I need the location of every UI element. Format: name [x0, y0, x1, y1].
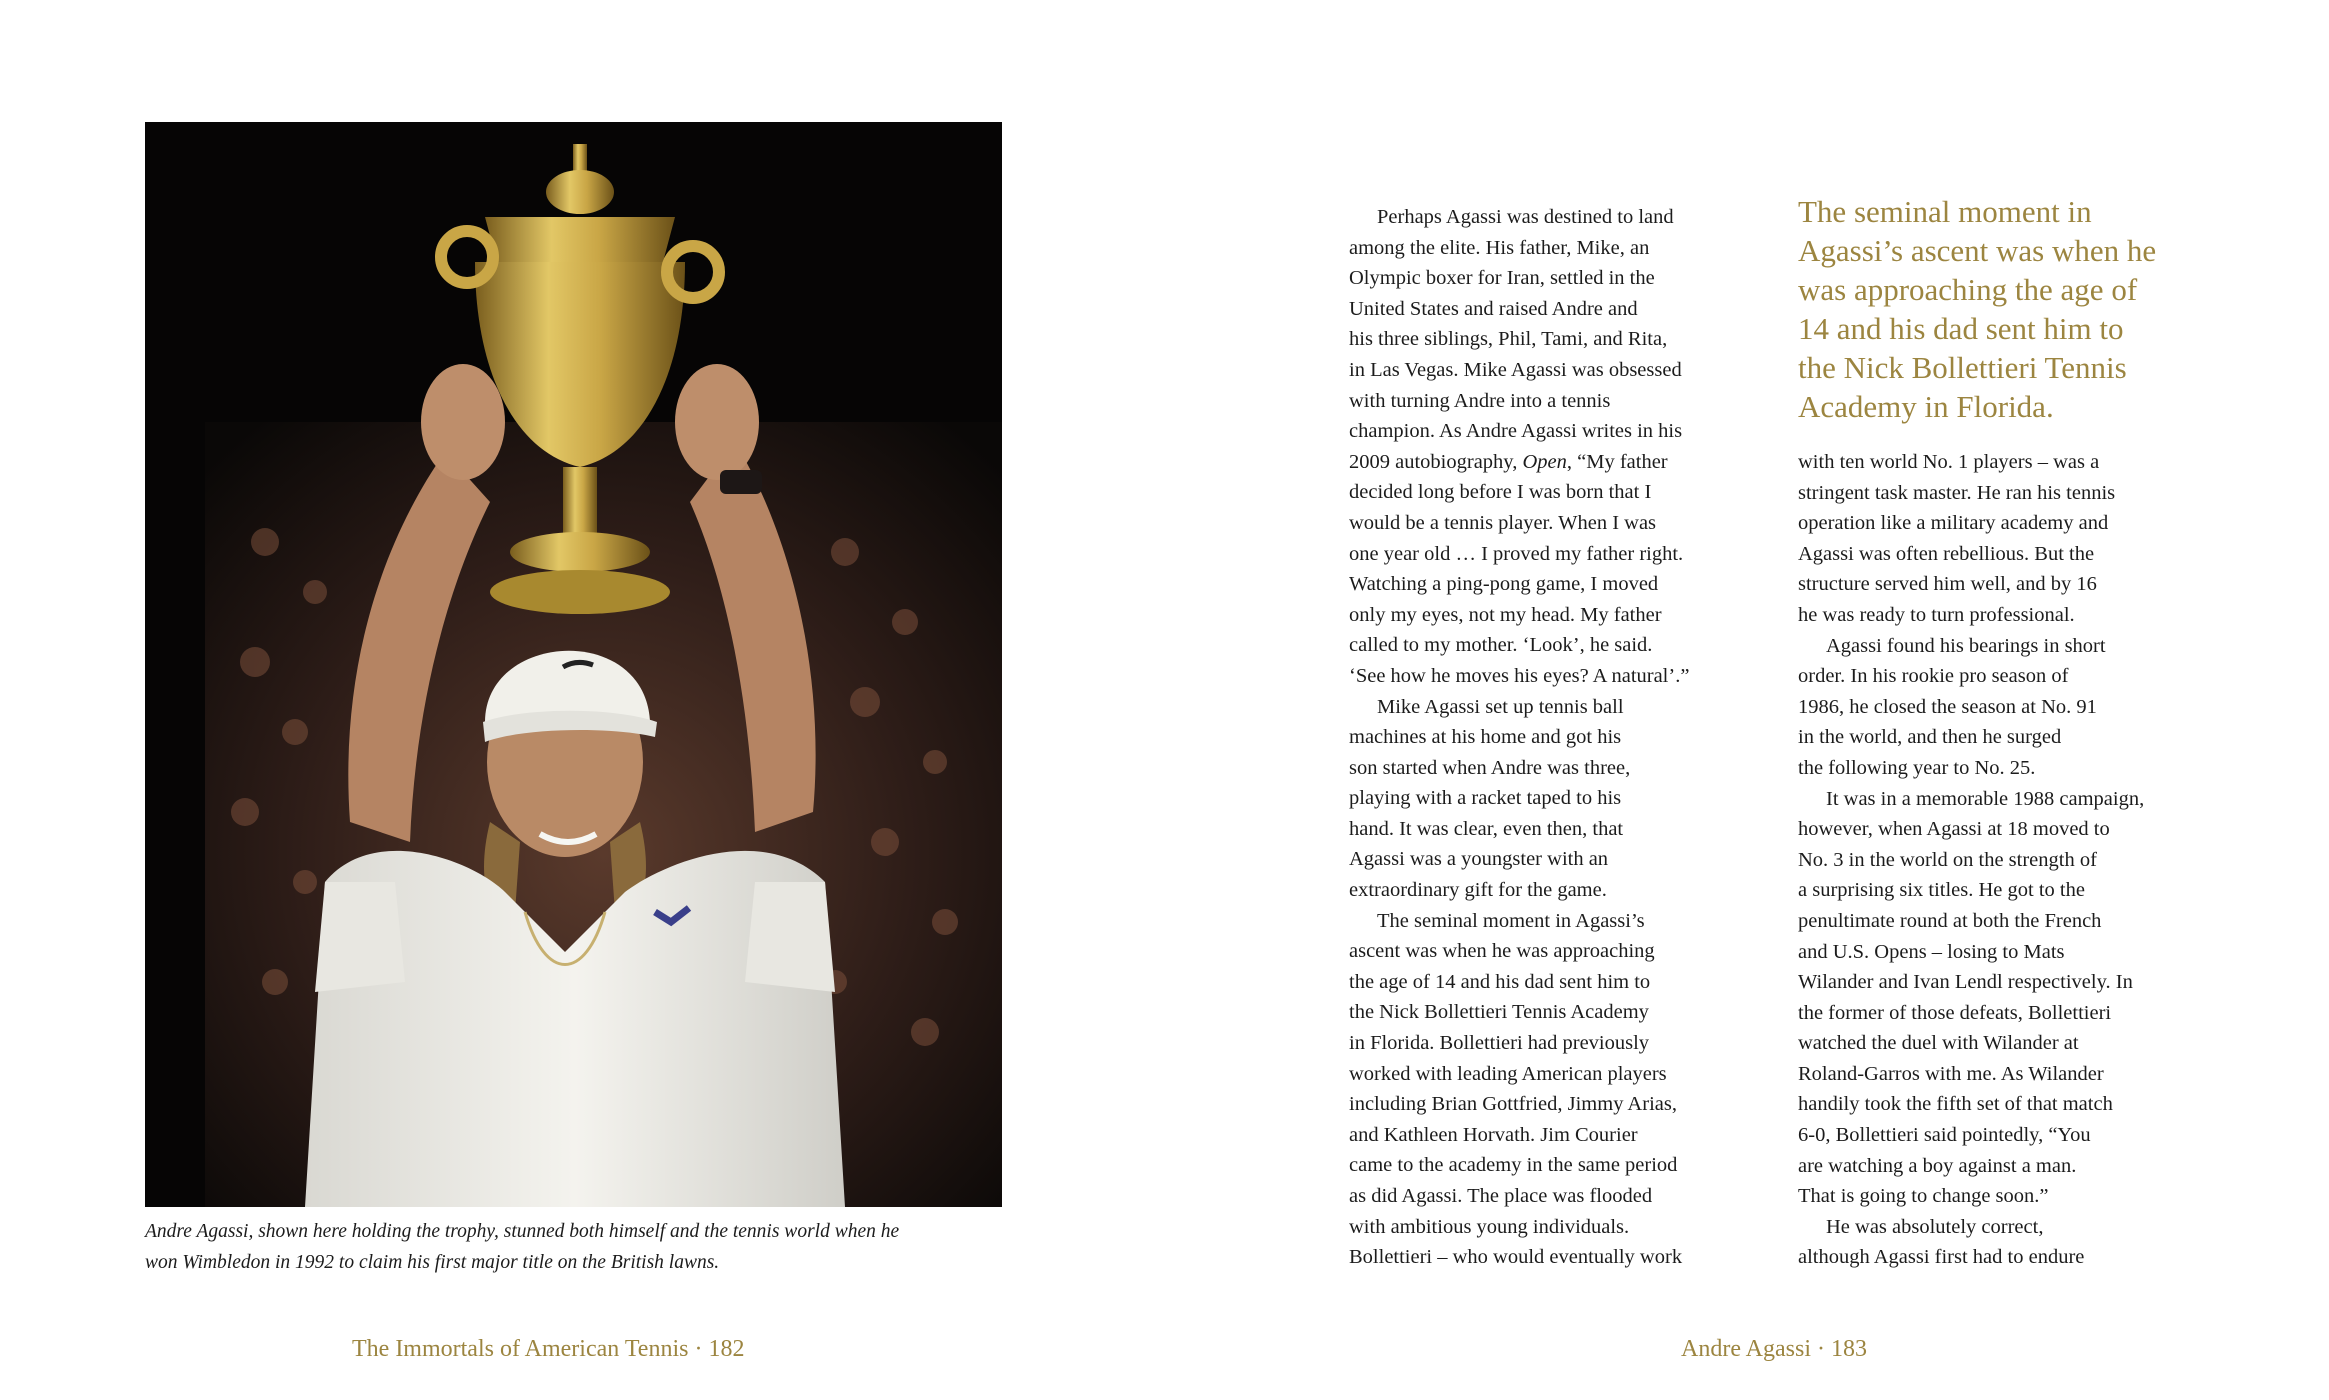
text-line: in Florida. Bollettieri had previously — [1349, 1032, 1650, 1055]
text-line: the Nick Bollettieri Tennis Academy — [1349, 1001, 1649, 1024]
text-line: called to my mother. ‘Look’, he said. — [1349, 634, 1653, 657]
text-line: handily took the fifth set of that match — [1798, 1093, 2113, 1116]
text-line: the following year to No. 25. — [1798, 756, 2036, 779]
text-line: operation like a military academy and — [1798, 512, 2109, 535]
pull-quote-line: was approaching the age of — [1798, 272, 2138, 307]
text-line: decided long before I was born that I — [1349, 481, 1652, 504]
text-line: one year old … I proved my father right. — [1349, 542, 1684, 565]
text-line: only my eyes, not my head. My father — [1349, 603, 1662, 626]
text-line: and Kathleen Horvath. Jim Courier — [1349, 1123, 1638, 1146]
text-line: Roland-Garros with me. As Wilander — [1798, 1062, 2104, 1085]
text-line: playing with a racket taped to his — [1349, 787, 1622, 810]
text-line: worked with leading American players — [1349, 1062, 1667, 1085]
text-line: The seminal moment in Agassi’s — [1377, 909, 1645, 932]
text-line: with ambitious young individuals. — [1349, 1215, 1630, 1238]
pull-quote — [1798, 192, 2238, 426]
text-line: Mike Agassi set up tennis ball — [1377, 695, 1624, 718]
text-line: extraordinary gift for the game. — [1349, 879, 1607, 902]
photo-caption — [145, 1216, 1025, 1278]
text-line: are watching a boy against a man. — [1798, 1154, 2077, 1177]
text-line: Agassi found his bearings in short — [1826, 634, 2106, 657]
pull-quote-line: Agassi’s ascent was when he — [1798, 233, 2157, 268]
text-line: in Las Vegas. Mike Agassi was obsessed — [1349, 358, 1682, 381]
text-line: penultimate round at both the French — [1798, 909, 2102, 932]
pull-quote-line: the Nick Bollettieri Tennis — [1798, 350, 2127, 385]
page-folio-right: Andre Agassi · 183 — [1681, 1336, 1867, 1362]
text-line: among the elite. His father, Mike, an — [1349, 236, 1650, 259]
text-line: machines at his home and got his — [1349, 726, 1622, 749]
text-line: United States and raised Andre and — [1349, 297, 1638, 320]
text-line: in the world, and then he surged — [1798, 726, 2062, 749]
agassi-trophy-photo — [145, 122, 1002, 1207]
text-line: would be a tennis player. When I was — [1349, 511, 1657, 534]
text-line: and U.S. Opens – losing to Mats — [1798, 940, 2065, 963]
trophy-photo-icon — [145, 122, 1002, 1207]
text-fragment: 2009 autobiography, — [1349, 450, 1518, 473]
text-line: hand. It was clear, even then, that — [1349, 817, 1624, 840]
text-line: however, when Agassi at 18 moved to — [1798, 818, 2110, 841]
text-line: champion. As Andre Agassi writes in his — [1349, 420, 1683, 443]
text-line: Bollettieri – who would eventually work — [1349, 1246, 1683, 1269]
text-line: 6-0, Bollettieri said pointedly, “You — [1798, 1124, 2091, 1147]
text-line: No. 3 in the world on the strength of — [1798, 848, 2097, 871]
pull-quote-line: The seminal moment in — [1798, 194, 2092, 229]
text-line: structure served him well, and by 16 — [1798, 573, 2097, 596]
text-line: Agassi was a youngster with an — [1349, 848, 1609, 871]
text-line-with-title — [1349, 447, 1769, 478]
text-line: Olympic boxer for Iran, settled in the — [1349, 267, 1655, 290]
body-column-1 — [1349, 202, 1769, 1273]
text-line: the former of those defeats, Bollettieri — [1798, 1001, 2112, 1024]
text-line: as did Agassi. The place was flooded — [1349, 1185, 1653, 1207]
caption-line: won Wimbledon in 1992 to claim his first major title on the British lawns. — [145, 1252, 720, 1273]
text-line: including Brian Gottfried, Jimmy Arias, — [1349, 1093, 1677, 1116]
text-line: although Agassi first had to endure — [1798, 1246, 2085, 1269]
text-line: Wilander and Ivan Lendl respectively. In — [1798, 971, 2133, 994]
caption-line: Andre Agassi, shown here holding the trophy, stunned both himself and the tennis world when he — [145, 1221, 900, 1242]
pull-quote-line: Academy in Florida. — [1798, 389, 2054, 424]
text-line: That is going to change soon.” — [1798, 1185, 2049, 1208]
text-line: with ten world No. 1 players – was a — [1798, 451, 2100, 473]
text-fragment: , “My father — [1566, 450, 1668, 473]
text-line: stringent task master. He ran his tennis — [1798, 481, 2116, 504]
text-line: Perhaps Agassi was destined to land — [1377, 206, 1674, 228]
body-column-2 — [1798, 447, 2238, 1273]
text-line: he was ready to turn professional. — [1798, 603, 2075, 626]
page-folio-left: The Immortals of American Tennis · 182 — [352, 1336, 745, 1362]
text-line: a surprising six titles. He got to the — [1798, 879, 2085, 902]
text-line: son started when Andre was three, — [1349, 756, 1631, 779]
text-line: It was in a memorable 1988 campaign, — [1826, 787, 2145, 810]
text-line: watched the duel with Wilander at — [1798, 1032, 2079, 1055]
text-line: the age of 14 and his dad sent him to — [1349, 970, 1651, 993]
text-line: ‘See how he moves his eyes? A natural’.” — [1349, 664, 1690, 687]
book-title: Open — [1522, 450, 1567, 473]
text-line: He was absolutely correct, — [1826, 1215, 2044, 1238]
text-line: Agassi was often rebellious. But the — [1798, 542, 2095, 565]
text-line: with turning Andre into a tennis — [1349, 389, 1611, 412]
pull-quote-line: 14 and his dad sent him to — [1798, 311, 2124, 346]
text-line: his three siblings, Phil, Tami, and Rita, — [1349, 328, 1668, 351]
text-line: ascent was when he was approaching — [1349, 940, 1655, 963]
text-line: order. In his rookie pro season of — [1798, 665, 2069, 688]
text-line: Watching a ping-pong game, I moved — [1349, 573, 1659, 596]
text-line: came to the academy in the same period — [1349, 1154, 1678, 1177]
text-line: 1986, he closed the season at No. 91 — [1798, 695, 2097, 718]
